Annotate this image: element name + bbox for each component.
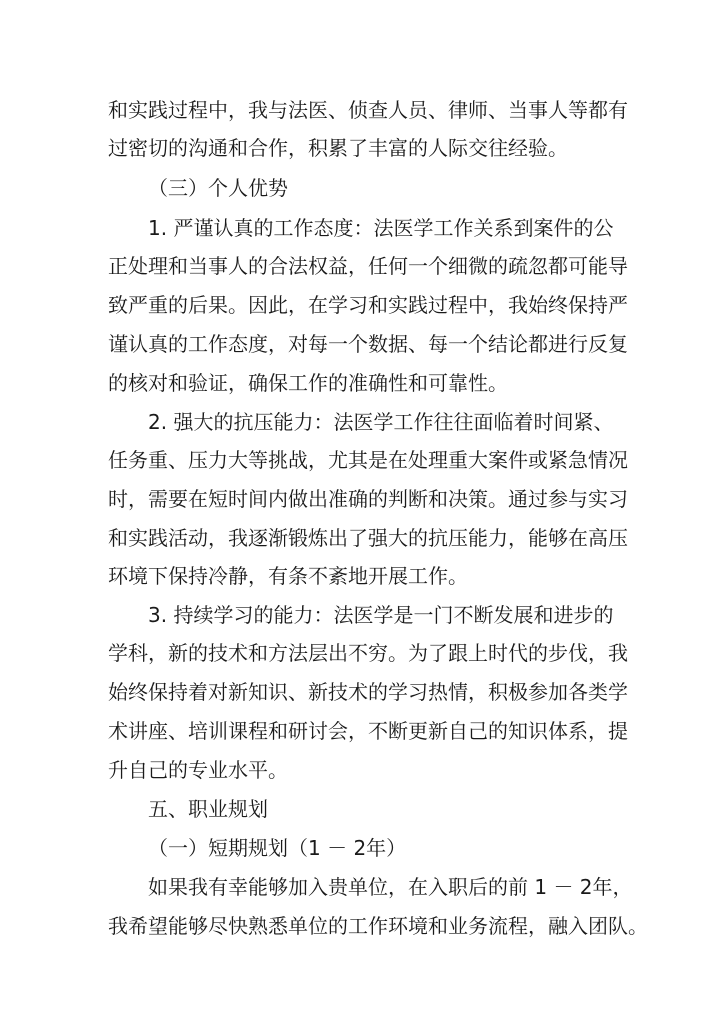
text-line: 升自己的专业水平。 [108, 758, 288, 782]
text-line: 时，需要在短时间内做出准确的判断和决策。通过参与实习 [108, 487, 628, 511]
text-line: 学科，新的技术和方法层出不穷。为了跟上时代的步伐，我 [108, 641, 628, 665]
text-line: 1. 严谨认真的工作态度：法医学工作关系到案件的公 [148, 216, 614, 240]
text-line: 正处理和当事人的合法权益，任何一个细微的疏忽都可能导 [108, 254, 628, 278]
text-line: 致严重的后果。因此，在学习和实践过程中，我始终保持严 [108, 293, 628, 317]
text-line: 的核对和验证，确保工作的准确性和可靠性。 [108, 371, 508, 395]
text-line: 和实践过程中，我与法医、侦查人员、律师、当事人等都有 [108, 98, 628, 122]
section-heading: （三）个人优势 [148, 176, 288, 200]
subsection-heading: （一）短期规划（1 － 2年） [148, 836, 407, 860]
text-line: 我希望能够尽快熟悉单位的工作环境和业务流程，融入团队。 [108, 914, 648, 938]
text-line: 始终保持着对新知识、新技术的学习热情，积极参加各类学 [108, 680, 628, 704]
text-line: 和实践活动，我逐渐锻炼出了强大的抗压能力，能够在高压 [108, 526, 628, 550]
text-line: 如果我有幸能够加入贵单位，在入职后的前 1 － 2年， [148, 875, 633, 899]
text-line: 任务重、压力大等挑战，尤其是在处理重大案件或紧急情况 [108, 448, 628, 472]
text-line: 术讲座、培训课程和研讨会，不断更新自己的知识体系，提 [108, 719, 628, 743]
text-line: 3. 持续学习的能力：法医学是一门不断发展和进步的 [148, 603, 614, 627]
section-heading: 五、职业规划 [148, 797, 268, 821]
text-line: 谨认真的工作态度，对每一个数据、每一个结论都进行反复 [108, 332, 628, 356]
text-line: 过密切的沟通和合作，积累了丰富的人际交往经验。 [108, 136, 568, 160]
text-line: 2. 强大的抗压能力：法医学工作往往面临着时间紧、 [148, 410, 614, 434]
text-line: 环境下保持冷静，有条不紊地开展工作。 [108, 564, 468, 588]
